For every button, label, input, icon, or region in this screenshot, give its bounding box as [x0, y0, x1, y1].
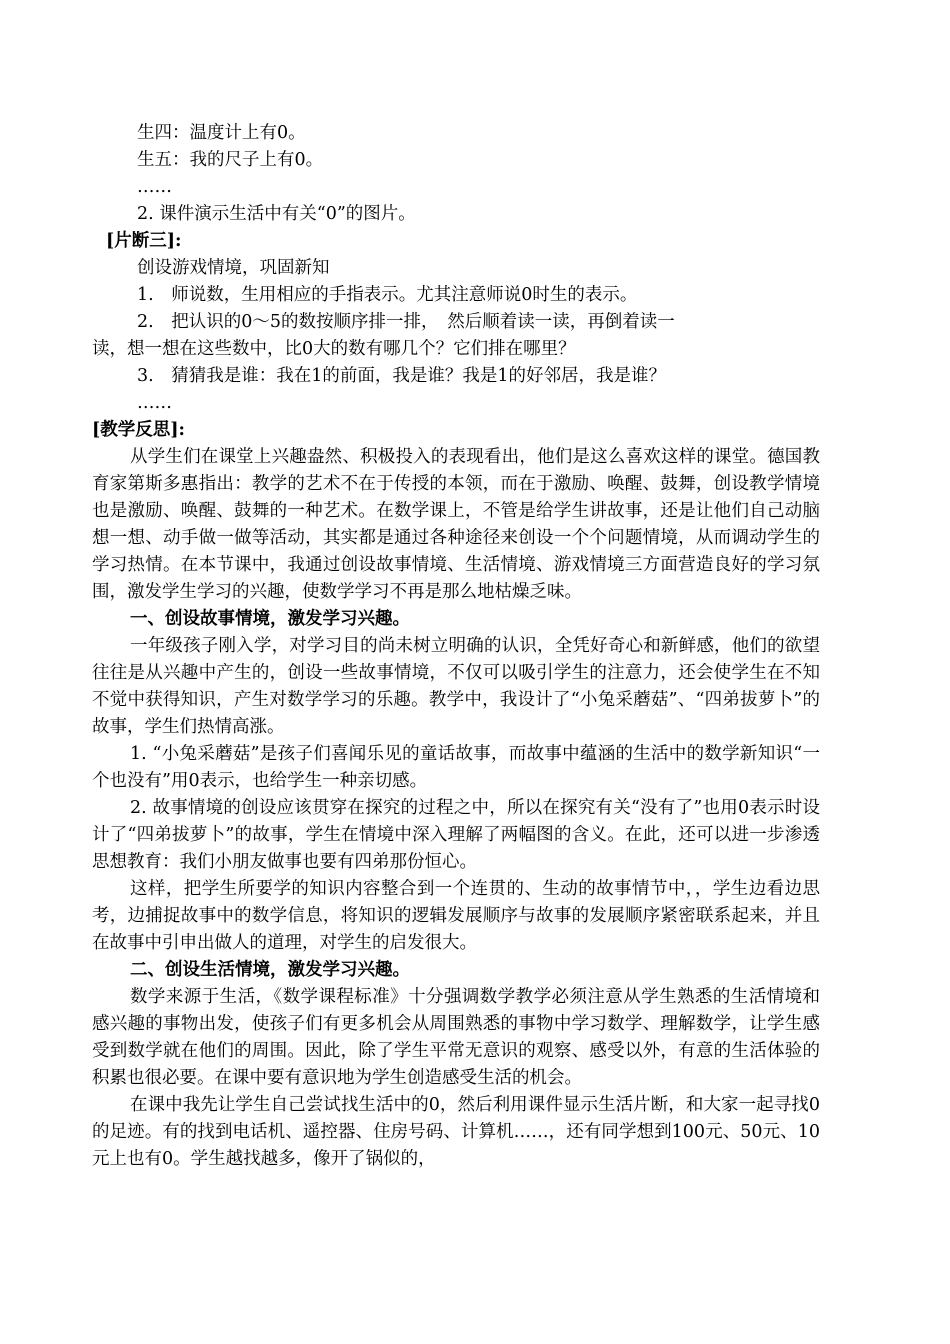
paragraph: 数学来源于生活，《数学课程标准》十分强调数学教学必须注意从学生熟悉的生活情境和感兴趣的事物出发，使孩子们有更多机会从周围熟悉的事物中学习数学、理解数学，让学生感受到数学就在他们的周围。因此，除了学生平常无意识的观察、感受以外，有意的生活体验的积累也很必要。在课中要有意识地为学生创造感受生活的机会。 — [92, 987, 820, 1088]
paragraph: 2. 故事情境的创设应该贯穿在探究的过程之中，所以在探究有关“没有了”也用0表示时设计了“四弟拔萝卜”的故事，学生在情境中深入理解了两幅图的含义。在此，还可以进一步渗透思想教育：我们小朋友做事也要有四弟那份恒心。 — [92, 798, 820, 872]
paragraph: 1. “小兔采蘑菇”是孩子们喜闻乐见的童话故事，而故事中蕴涵的生活中的数学新知识“一个也没有”用0表示，也给学生一种亲切感。 — [92, 744, 820, 791]
text-line: …… — [137, 393, 172, 413]
section-heading: 二、创设生活情境，激发学习兴趣。 — [130, 960, 410, 980]
section-heading: 一、创设故事情境，激发学习兴趣。 — [130, 609, 410, 629]
text-line: 生五：我的尺子上有0。 — [137, 150, 324, 170]
reflection-heading: [教学反思]: — [92, 420, 186, 440]
text-line: 2. 课件演示生活中有关“0”的图片。 — [137, 204, 416, 224]
text-line: 生四：温度计上有0。 — [137, 123, 306, 143]
paragraph: 在课中我先让学生自己尝试找生活中的0，然后利用课件显示生活片断，和大家一起寻找0的足迹。有的找到电话机、遥控器、住房号码、计算机……，还有同学想到100元、50元、10元上也有0。学生越找越多，像开了锅似的， — [92, 1095, 820, 1169]
segment-item: 3. 猜猜我是谁：我在1的前面，我是谁？我是1的好邻居，我是谁？ — [137, 366, 666, 386]
segment-item-continued: 读，想一想在这些数中，比0大的数有哪几个？它们排在哪里？ — [92, 339, 576, 359]
paragraph: 从学生们在课堂上兴趣盎然、积极投入的表现看出，他们是这么喜欢这样的课堂。德国教育家第斯多惠指出：教学的艺术不在于传授的本领，而在于激励、唤醒、鼓舞，创设教学情境也是激励、唤醒、鼓舞的一种艺术。在数学课上，不管是给学生讲故事，还是让他们自己动脑想一想、动手做一做等活动，其实都是通过各种途径来创设一个个问题情境，从而调动学生的学习热情。在本节课中，我通过创设故事情境、生活情境、游戏情境三方面营造良好的学习氛围，激发学生学习的兴趣，使数学学习不再是那么地枯燥乏味。 — [92, 447, 820, 602]
segment-heading: [片断三]: — [106, 231, 182, 251]
paragraph: 这样，把学生所要学的知识内容整合到一个连贯的、生动的故事情节中，，学生边看边思考，边捕捉故事中的数学信息，将知识的逻辑发展顺序与故事的发展顺序紧密联系起来，并且在故事中引申出做人的道理，对学生的启发很大。 — [92, 879, 820, 953]
document-page — [92, 120, 820, 1173]
segment-intro: 创设游戏情境，巩固新知 — [137, 258, 330, 278]
segment-item: 2. 把认识的0～5的数按顺序排一排， 然后顺着读一读，再倒着读一 — [137, 312, 675, 332]
text-line: …… — [137, 177, 172, 197]
segment-item: 1. 师说数，生用相应的手指表示。尤其注意师说0时生的表示。 — [137, 285, 638, 305]
paragraph: 一年级孩子刚入学，对学习目的尚未树立明确的认识，全凭好奇心和新鲜感，他们的欲望往往是从兴趣中产生的，创设一些故事情境，不仅可以吸引学生的注意力，还会使学生在不知不觉中获得知识，产生对数学学习的乐趣。教学中，我设计了“小兔采蘑菇”、“四弟拔萝卜”的故事，学生们热情高涨。 — [92, 636, 820, 737]
